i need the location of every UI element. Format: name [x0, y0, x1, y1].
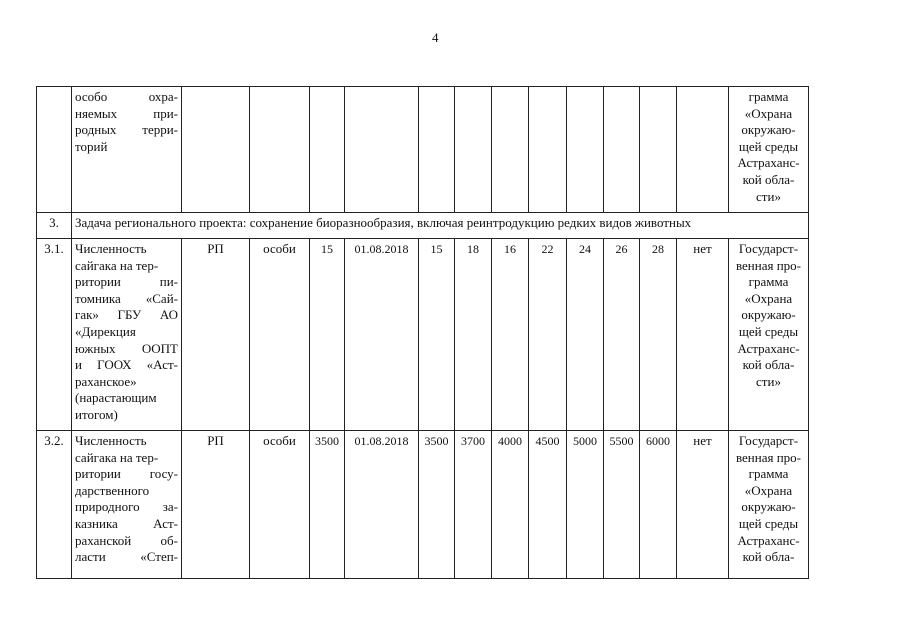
empty-cell [419, 87, 455, 213]
table-row-continuation [37, 87, 809, 213]
source-line: Астраханс- [737, 340, 800, 356]
name-line: раханское» [75, 373, 137, 389]
base-value-cell: 3500 [310, 431, 345, 579]
name-line: южных ООПТ [75, 340, 178, 356]
source-line: «Охрана [744, 105, 793, 121]
indicator-name-cell [72, 431, 182, 579]
value-cell: 22 [529, 239, 567, 431]
row-num: 3. [37, 213, 72, 239]
value-cell: 3500 [419, 431, 455, 579]
source-line: окружаю- [741, 307, 796, 323]
source-line: грамма [748, 466, 789, 482]
value-cell: 4000 [492, 431, 529, 579]
indicator-name-cell [72, 239, 182, 431]
value-cell: 28 [640, 239, 677, 431]
source-line: щей среды [738, 138, 799, 154]
indicators-table [36, 86, 809, 579]
empty-cell [529, 87, 567, 213]
source-line: сти» [756, 188, 781, 204]
value-cell: 16 [492, 239, 529, 431]
value-cell: 18 [455, 239, 492, 431]
value-cell: 5000 [567, 431, 604, 579]
source-line: Государст- [738, 241, 799, 256]
name-line: ласти «Степ- [75, 549, 178, 565]
row-num: 3.2. [37, 431, 72, 579]
source-line: венная про- [735, 257, 802, 273]
task-title: Задача регионального проекта: сохранение биоразнообразия, включая реинтродукцию редких видов животных [72, 213, 809, 239]
source-line: Государст- [738, 433, 799, 448]
type-cell: РП [182, 239, 250, 431]
name-line: ритории госу- [75, 466, 178, 482]
source-line: сти» [756, 373, 781, 389]
name-line: особо охра- [75, 89, 178, 104]
name-line: Численность [75, 433, 147, 448]
empty-cell [345, 87, 419, 213]
source-line: кой обла- [742, 357, 795, 373]
flag-cell: нет [677, 431, 729, 579]
source-line: «Охрана [744, 290, 793, 306]
source-line: Астраханс- [737, 155, 800, 171]
source-line: грамма [748, 89, 789, 104]
name-line: итогом) [75, 406, 118, 422]
base-value-cell: 15 [310, 239, 345, 431]
empty-cell [604, 87, 640, 213]
name-line: торий [75, 138, 108, 154]
name-line: дарственного [75, 482, 150, 498]
table-row-3-2 [37, 431, 809, 579]
source-line: кой обла- [742, 171, 795, 187]
row-num: 3.1. [37, 239, 72, 431]
unit-cell: особи [250, 239, 310, 431]
empty-cell [310, 87, 345, 213]
name-line: гак» ГБУ АО [75, 307, 178, 323]
value-cell: 5500 [604, 431, 640, 579]
source-line: Астраханс- [737, 532, 800, 548]
name-line: сайгака на тер- [75, 257, 159, 273]
source-line: окружаю- [741, 499, 796, 515]
source-line: щей среды [738, 515, 799, 531]
name-line: раханской об- [75, 532, 178, 548]
empty-cell [492, 87, 529, 213]
name-line: природного за- [75, 499, 178, 515]
value-cell: 3700 [455, 431, 492, 579]
empty-cell [182, 87, 250, 213]
name-line: томника «Сай- [75, 290, 178, 306]
empty-cell [677, 87, 729, 213]
value-cell: 24 [567, 239, 604, 431]
source-line: грамма [748, 274, 789, 290]
type-cell: РП [182, 431, 250, 579]
value-cell: 26 [604, 239, 640, 431]
name-line: ритории пи- [75, 274, 178, 290]
empty-cell [250, 87, 310, 213]
name-line: «Дирекция [75, 323, 136, 339]
name-line: няемых при- [75, 105, 178, 121]
table-row-task [37, 213, 809, 239]
source-cell [729, 87, 809, 213]
name-line: (нарастающим [75, 390, 157, 406]
source-line: окружаю- [741, 122, 796, 138]
name-line: казника Аст- [75, 515, 178, 531]
base-date-cell: 01.08.2018 [345, 239, 419, 431]
row-num [37, 87, 72, 213]
flag-cell: нет [677, 239, 729, 431]
source-line: щей среды [738, 323, 799, 339]
indicator-name-cell [72, 87, 182, 213]
source-cell [729, 239, 809, 431]
source-cell [729, 431, 809, 579]
base-date-cell: 01.08.2018 [345, 431, 419, 579]
name-line: сайгака на тер- [75, 449, 159, 465]
table-row-3-1 [37, 239, 809, 431]
value-cell: 6000 [640, 431, 677, 579]
value-cell: 15 [419, 239, 455, 431]
page-number: 4 [432, 30, 439, 45]
source-line: «Охрана [744, 482, 793, 498]
name-line: Численность [75, 241, 147, 256]
empty-cell [640, 87, 677, 213]
name-line: родных терри- [75, 122, 178, 138]
empty-cell [455, 87, 492, 213]
name-line: и ГООХ «Аст- [75, 357, 178, 373]
empty-cell [567, 87, 604, 213]
value-cell: 4500 [529, 431, 567, 579]
source-line: венная про- [735, 449, 802, 465]
unit-cell: особи [250, 431, 310, 579]
source-line: кой обла- [742, 549, 795, 565]
